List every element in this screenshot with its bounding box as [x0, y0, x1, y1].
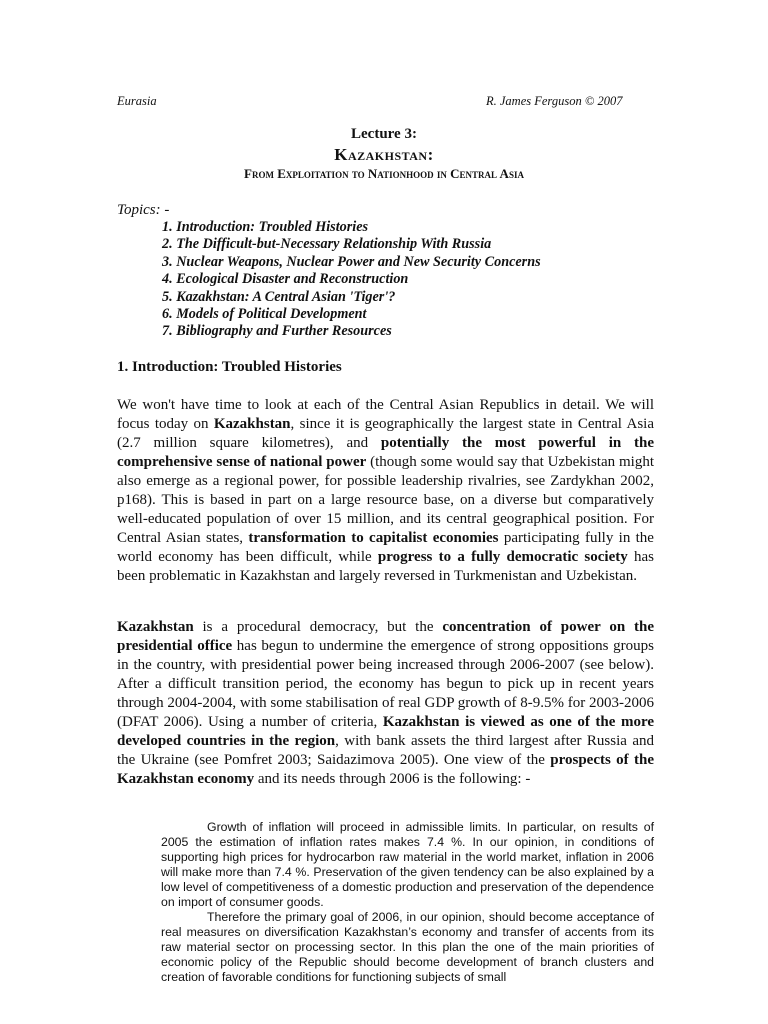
topic-item: 6. Models of Political Development [162, 306, 367, 323]
text-run-bold: Kazakhstan [117, 619, 194, 635]
section-heading: 1. Introduction: Troubled Histories [117, 359, 342, 375]
topic-item: 3. Nuclear Weapons, Nuclear Power and New Security Concerns [162, 253, 541, 270]
body-paragraph-2 [117, 618, 654, 789]
text-run: has begun to undermine the emergence of strong oppositions groups in the country, with presidential power being increased through 2006-2007 (see below). After a difficult transition period, the economy has begun to pick up in recent years through 2004-2004, with some stabilisation of real GDP growth of 8-9.5% for 2003-2006 (DFAT 2006). Using a number of criteria, [117, 638, 654, 730]
topic-item: 5. Kazakhstan: A Central Asian 'Tiger'? [162, 288, 396, 305]
text-run-bold: transformation to capitalist economies [248, 530, 499, 546]
page-subtitle: From Exploitation to Nationhood in Central Asia [244, 166, 524, 181]
topic-item: 4. Ecological Disaster and Reconstruction [162, 271, 409, 288]
block-quote-paragraph-1: Growth of inflation will proceed in admissible limits. In particular, on results of 2005 the estimation of inflation rates makes 7.4 %. In our opinion, in conditions of supporting high prices for hydrocarbon raw material in the world market, inflation in 2006 will make more than 7.4 %. Preservation of the given tendency can be also explained by a low level of competitiveness of a domestic production and preservation of the dependence on import of consumer goods. [161, 820, 654, 909]
text-run-bold: potentially the most powerful in the comprehensive sense of national power [117, 435, 654, 470]
topic-item: 1. Introduction: Troubled Histories [162, 219, 369, 235]
text-run: (though some would say that Uzbekistan might also emerge as a regional power, for possible leadership rivalries, see Zardykhan 2002, p168). This is based in part on a large resource base, on a diverse but comparatively well-educated population of over 15 million, and its central geographical position. For Central Asian states, [117, 454, 654, 546]
body-paragraph-1 [117, 396, 654, 586]
text-run: and its needs through 2006 is the following: - [254, 771, 531, 787]
text-run: participating fully in the world economy has been difficult, while [117, 530, 654, 565]
text-run-bold: concentration of power on the presidential office [117, 619, 654, 654]
text-run: is a procedural democracy, but the [193, 619, 443, 635]
running-header-course: Eurasia [117, 94, 157, 108]
text-run: , since it is geographically the largest state in Central Asia (2.7 million square kilometres), and [117, 416, 654, 451]
text-run: , with bank assets the third largest after Russia and the Ukraine (see Pomfret 2003; Saidazimova 2005). One view of the [117, 733, 654, 768]
text-run-bold: progress to a fully democratic society [377, 549, 628, 565]
text-run: We won't have time to look at each of the Central Asian Republics in detail. We will focus today on [117, 397, 654, 432]
block-quote-paragraph-2: Therefore the primary goal of 2006, in our opinion, should become acceptance of real measures on diversification Kazakhstan’s economy and transfer of accents from its raw material sector on processing sector. In this plan the one of the main priorities of economic policy of the Republic should become development of branch clusters and creation of favorable conditions for functioning subjects of small [161, 910, 654, 984]
text-run: has been problematic in Kazakhstan and largely reversed in Turkmenistan and Uzbekistan. [117, 549, 654, 584]
page-title: Kazakhstan: [334, 145, 434, 164]
lecture-number: Lecture 3: [351, 126, 417, 142]
topics-list [162, 219, 541, 341]
text-run-bold: prospects of the Kazakhstan economy [117, 752, 655, 787]
topics-label: Topics: - [117, 202, 170, 218]
running-header-author: R. James Ferguson © 2007 [486, 94, 623, 108]
text-run-bold: Kazakhstan [213, 416, 291, 432]
topic-item: 7. Bibliography and Further Resources [162, 323, 392, 340]
text-run-bold: Kazakhstan is viewed as one of the more developed countries in the region [117, 714, 655, 749]
topic-item: 2. The Difficult-but-Necessary Relationship With Russia [162, 236, 492, 253]
